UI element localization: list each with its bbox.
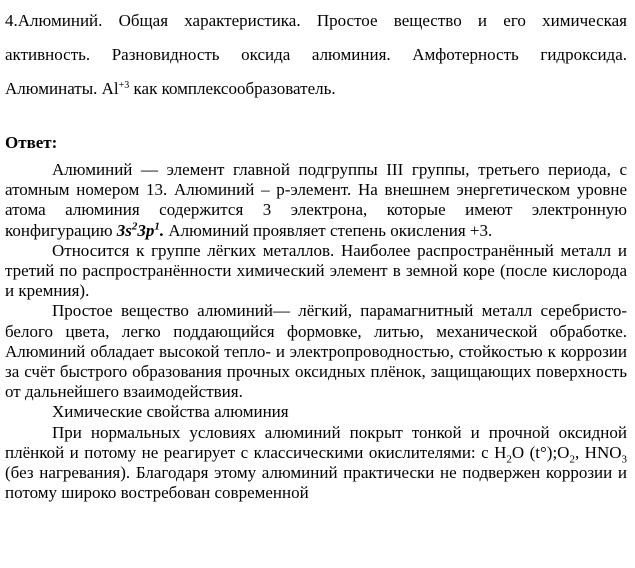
paragraph-text: Алюминий — элемент главной подгруппы III группы, третьего периода, с атомным номером 13. Алюминий – p-элемент. На внешнем энергетическом уровне атома алюминия содержится 3 электрона, которые имеют электронную конфигурацию: [5, 160, 627, 240]
paragraph-text: , HNO: [574, 442, 622, 462]
paragraph-text: При нормальных условиях алюминий покрыт тонкой и прочной оксидной плёнкой и потому не реагирует с классическими окислителями: с H: [5, 422, 627, 462]
formula-superscript: 2: [131, 219, 138, 232]
answer-label: Ответ:: [5, 133, 58, 152]
heading-text: 4.Алюминий. Общая характеристика. Простое вещество и его химическая активность. Разновидность оксида алюминия. Амфотерность гидроксида. Алюминаты. Al: [5, 11, 627, 98]
subscript: 2: [569, 453, 575, 466]
answer-body: [5, 160, 627, 503]
formula-part: 3s: [116, 220, 132, 240]
paragraph-text: (без нагревания). Благодаря этому алюминий практически не подвержен коррозии и потому широко востребован современной: [5, 463, 627, 503]
paragraph-light-metals: Относится к группе лёгких металлов. Наиболее распространённый металл и третий по распространённости химический элемент в земной коре (после кислорода и кремния).: [5, 240, 627, 301]
subscript: 3: [621, 453, 627, 466]
formula-part: .: [159, 220, 165, 240]
paragraph-simple-substance: Простое вещество алюминий— лёгкий, парамагнитный металл серебристо-белого цвета, легко поддающийся формовке, литью, механической обработке. Алюминий обладает высокой тепло- и электропроводностью, стойкостью к коррозии за счёт быстрого образования прочных оксидных плёнок, защищающих поверхность от дальнейшего взаимодействия.: [5, 301, 627, 402]
paragraph-oxide-film: [5, 423, 627, 504]
paragraph-text: Алюминий проявляет степень окисления +3.: [164, 220, 493, 240]
heading-charge-superscript: +3: [118, 80, 130, 91]
paragraph-text: O (t°);O: [511, 442, 570, 462]
paragraph-chemical-properties-title: Химические свойства алюминия: [52, 402, 289, 422]
subscript: 2: [506, 453, 512, 466]
electron-configuration-formula: [117, 221, 164, 240]
paragraph-aluminium-intro: [5, 160, 627, 241]
document-heading: [5, 0, 627, 106]
formula-superscript: 1: [154, 219, 160, 232]
heading-text-tail: как комплексообразователь.: [129, 79, 336, 98]
formula-part: 3p: [137, 220, 155, 240]
